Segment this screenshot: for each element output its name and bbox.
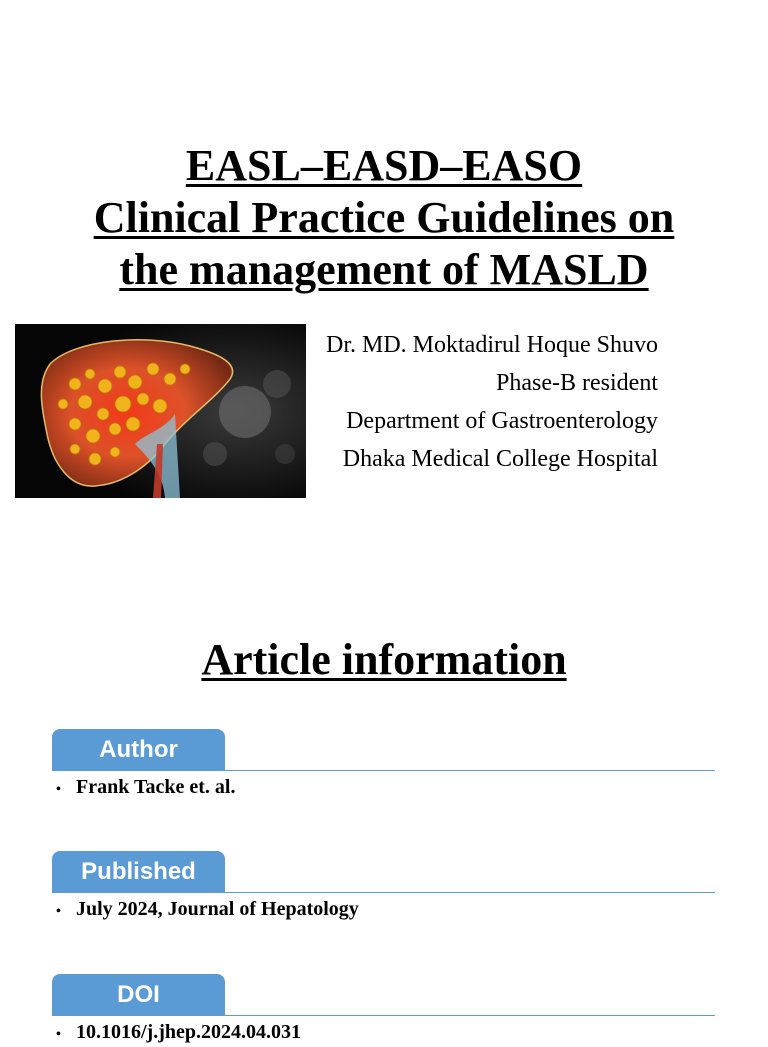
title-line-3: the management of MASLD (119, 245, 649, 294)
presenter-department: Department of Gastroenterology (346, 408, 658, 434)
doi-value: 10.1016/j.jhep.2024.04.031 (76, 1021, 301, 1043)
slide-title (0, 140, 768, 296)
title-line-1: EASL–EASD–EASO (185, 141, 583, 190)
author-value: Frank Tacke et. al. (76, 776, 236, 798)
presenter-info (326, 326, 658, 478)
author-block (52, 729, 715, 802)
bullet-icon: • (56, 904, 61, 919)
published-value: July 2024, Journal of Hepatology (76, 898, 359, 920)
title-line-2: Clinical Practice Guidelines on (93, 193, 675, 242)
author-item (56, 775, 715, 802)
published-rule (52, 892, 715, 893)
doi-block (52, 974, 715, 1047)
presenter-name: Dr. MD. Moktadirul Hoque Shuvo (326, 332, 658, 358)
bullet-icon: • (56, 782, 61, 797)
published-block (52, 851, 715, 924)
doi-rule (52, 1015, 715, 1016)
published-item (56, 897, 715, 924)
doi-item (56, 1020, 715, 1047)
article-info-heading: Article information (201, 635, 567, 684)
fatty-liver-illustration (15, 324, 306, 498)
presenter-role: Phase-B resident (496, 370, 658, 396)
presenter-institution: Dhaka Medical College Hospital (342, 446, 658, 472)
bullet-icon: • (56, 1027, 61, 1042)
author-tab: Author (52, 729, 225, 770)
published-tab: Published (52, 851, 225, 892)
author-rule (52, 770, 715, 771)
doi-tab: DOI (52, 974, 225, 1015)
